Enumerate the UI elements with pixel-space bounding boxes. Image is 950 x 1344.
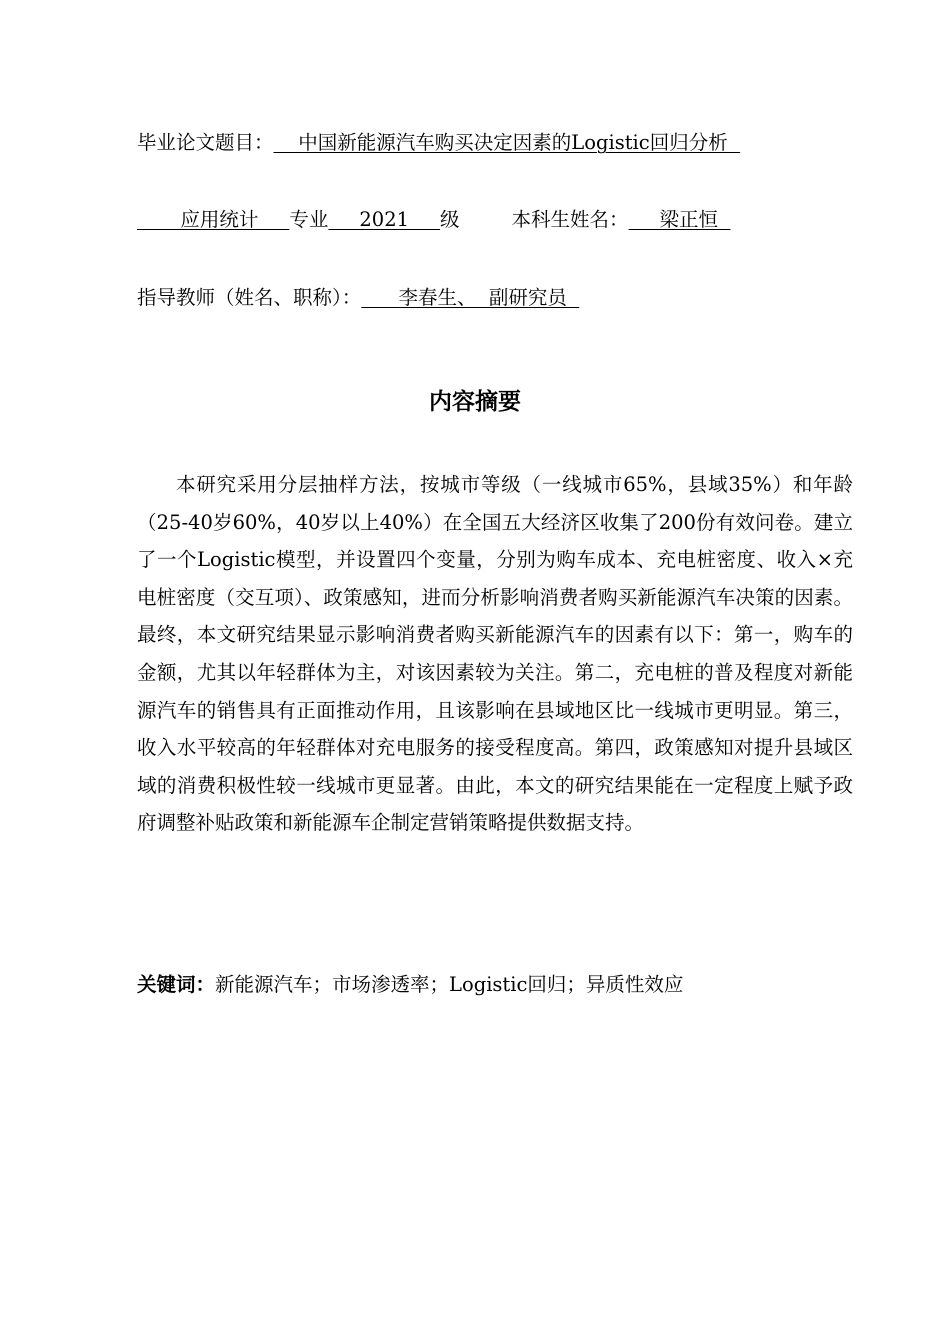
major-label: 专业 (289, 208, 329, 231)
student-label: 本科生姓名： (511, 208, 629, 231)
thesis-title-label: 毕业论文题目： (137, 131, 274, 154)
keywords-label: 关键词： (137, 973, 216, 996)
advisor-label: 指导教师（姓名、职称）： (137, 286, 362, 309)
abstract-body: 本研究采用分层抽样方法，按城市等级（一线城市65%，县域35%）和年龄（25-40岁60%，40岁以上40%）在全国五大经济区收集了200份有效问卷。建立了一个Logistic模型，并设置四个变量，分别为购车成本、充电桩密度、收入×充电桩密度（交互项）、政策感知，进而分析影响消费者购买新能源汽车决策的因素。最终，本文研究结果显示影响消费者购买新能源汽车的因素有以下：第一，购车的金额，尤其以年轻群体为主，对该因素较为关注。第二，充电桩的普及程度对新能源汽车的销售具有正面推动作用，且该影响在县域地区比一线城市更明显。第三，收入水平较高的年轻群体对充电服务的接受程度高。第四，政策感知对提升县域区域的消费积极性较一线城市更显著。由此，本文的研究结果能在一定程度上赋予政府调整补贴政策和新能源车企制定营销策略提供数据支持。 (137, 473, 853, 835)
advisor-line (137, 286, 579, 310)
abstract-heading: 内容摘要 (429, 389, 521, 415)
advisor-value: 李春生、 副研究员 (361, 286, 580, 309)
major-value: 应用统计 (137, 208, 290, 231)
keywords-value: 新能源汽车；市场渗透率；Logistic回归；异质性效应 (215, 973, 684, 996)
student-name: 梁正恒 (628, 208, 731, 231)
thesis-title-line (137, 131, 740, 155)
year-value: 2021 (328, 208, 441, 231)
year-label: 级 (440, 208, 460, 231)
major-year-student-line (137, 208, 730, 232)
keywords-line (137, 972, 683, 998)
thesis-title-value: 中国新能源汽车购买决定因素的Logistic回归分析 (273, 131, 741, 154)
